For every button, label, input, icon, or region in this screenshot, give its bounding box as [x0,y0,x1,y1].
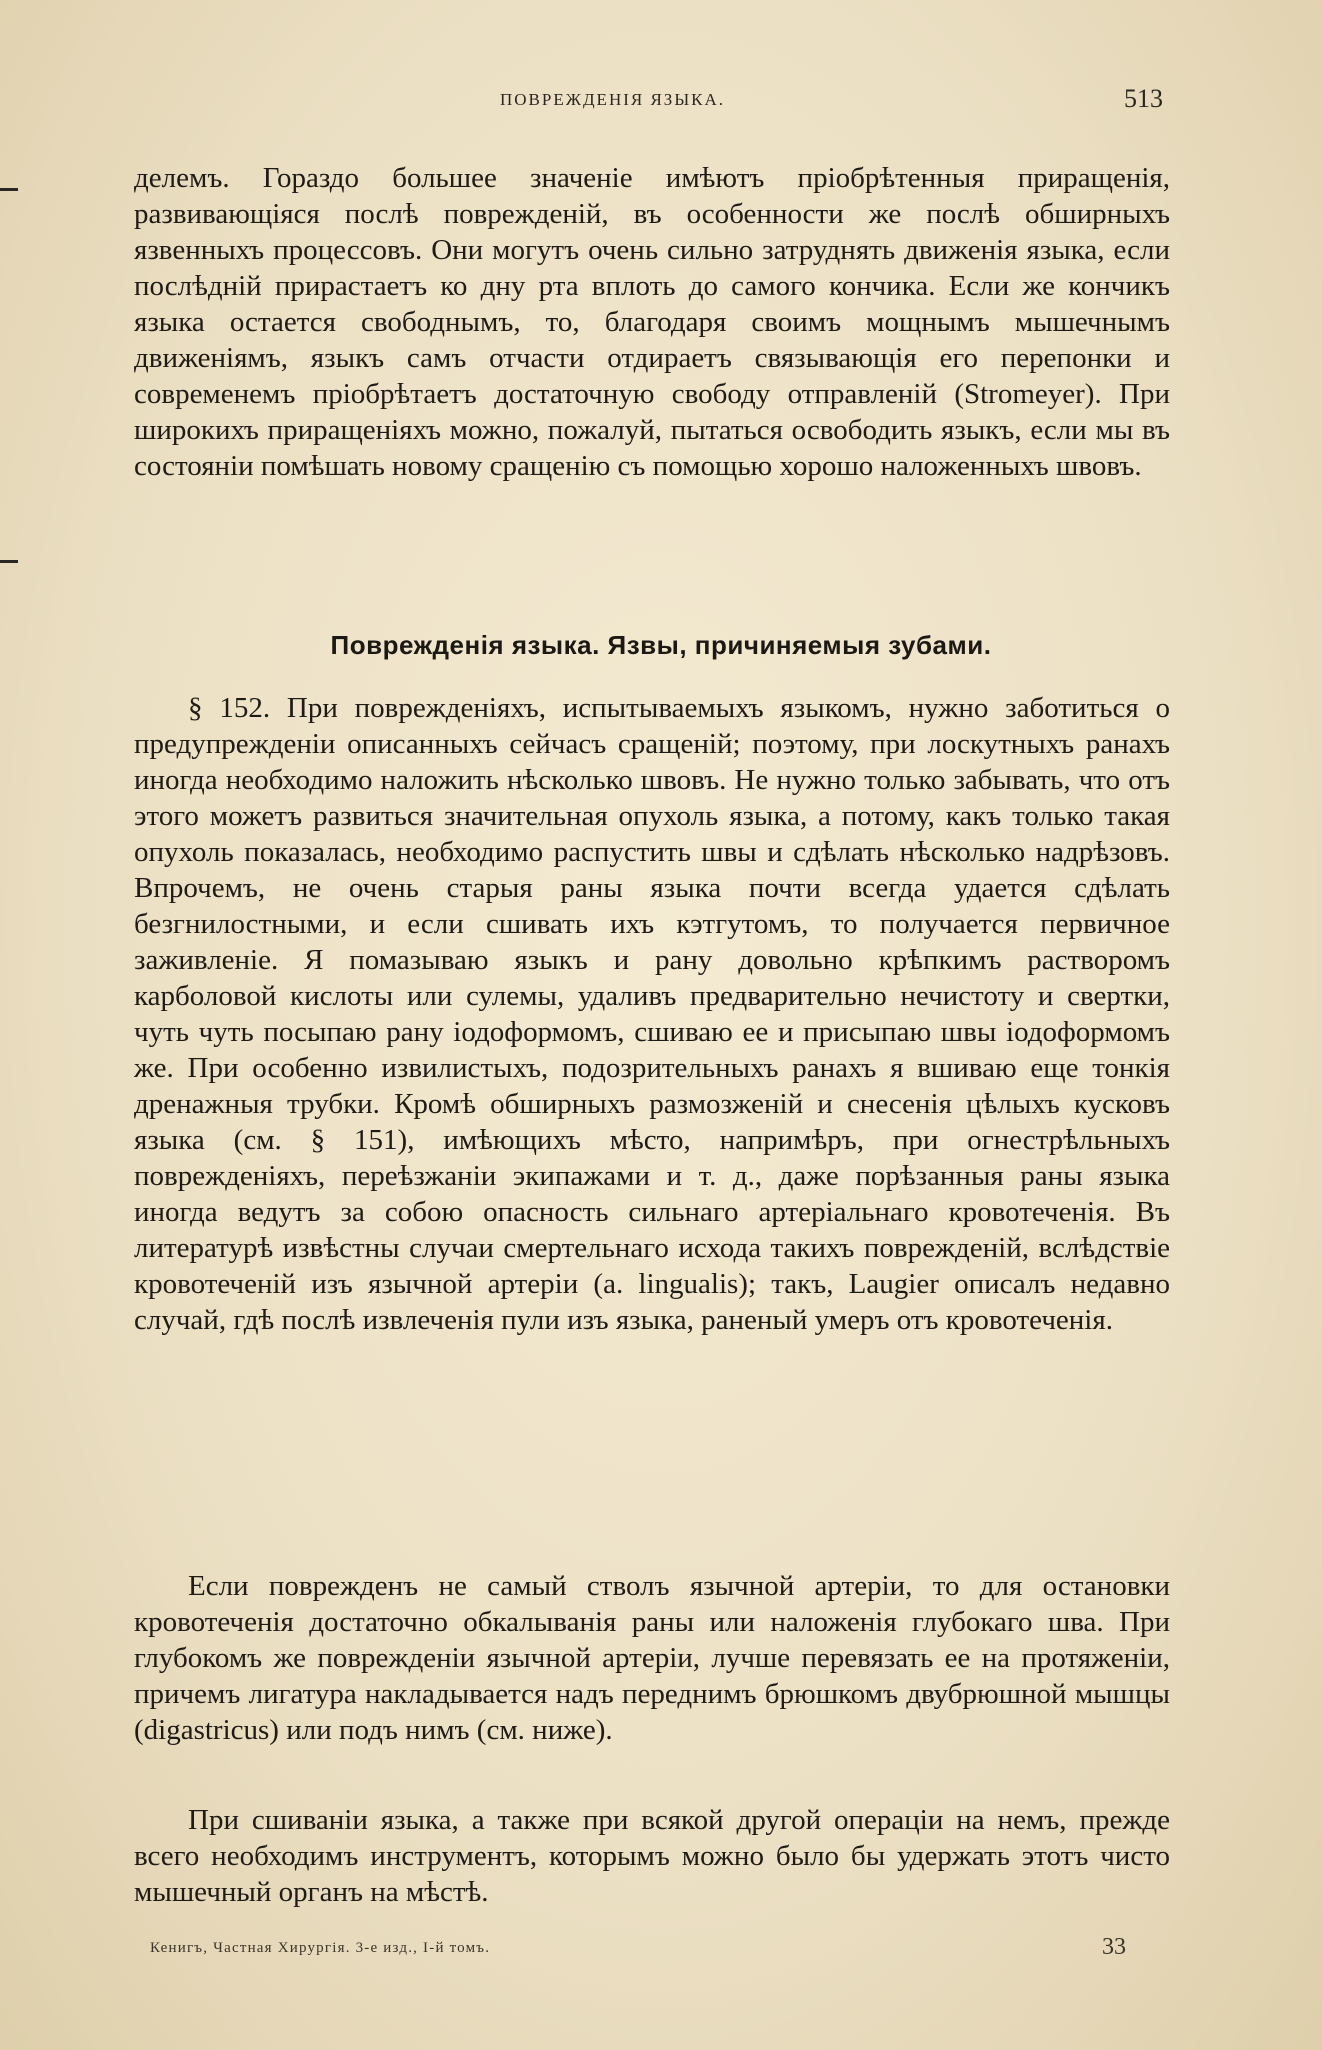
paragraph-3: Если поврежденъ не самый стволъ язычной артеріи, то для остановки кровотеченія достаточно обкалыванія раны или наложенія глубокаго шва. При глубокомъ же поврежденіи язычной артеріи, лучше перевязать ее на протяженіи, причемъ лигатура накладывается надъ переднимъ брюшкомъ двубрюшной мышцы (digastricus) или подъ нимъ (см. ниже). [134,1570,1170,1746]
paragraph-continuation [134,160,1170,484]
page-number: 513 [1124,84,1163,113]
paragraph-2: § 152. При поврежденіяхъ, испытываемыхъ языкомъ, нужно заботиться о предупрежденіи описанныхъ сейчасъ сращеній; поэтому, при лоскутныхъ ранахъ иногда необходимо наложить нѣсколько швовъ. Не нужно только забывать, что отъ этого можетъ развиться значительная опухоль языка, а потому, какъ только такая опухоль показалась, необходимо распустить швы и сдѣлать нѣсколько надрѣзовъ. Впрочемъ, не очень старыя раны языка почти всегда удается сдѣлать безгнилостными, и если сшивать ихъ кэтгутомъ, то получается первичное заживленіе. Я помазываю языкъ и рану довольно крѣпкимъ растворомъ карболовой кислоты или сулемы, удаливъ предварительно нечистоту и свертки, чуть чуть посыпаю рану іодоформомъ, сшиваю ее и присыпаю швы іодоформомъ же. При особенно извилистыхъ, подозрительныхъ ранахъ я вшиваю еще тонкія дренажныя трубки. Кромѣ обширныхъ размозженій и снесенія цѣлыхъ кусковъ языка (см. § 151), имѣющихъ мѣсто, напримѣръ, при огнестрѣльныхъ поврежденіяхъ, переѣзжаніи экипажами и т. д., даже порѣзанныя раны языка иногда ведутъ за собою опасность сильнаго артеріальнаго кровотеченія. Въ литературѣ извѣстны случаи смертельнаго исхода такихъ поврежденій, вслѣдствіе кровотеченій изъ язычной артеріи (a. lingualis); такъ, Laugier описалъ недавно случай, гдѣ послѣ извлеченія пули изъ языка, раненый умеръ отъ кровотеченія. [134,692,1170,1336]
paragraph-1: делемъ. Гораздо большее значеніе имѣютъ пріобрѣтенныя приращенія, развивающіяся послѣ поврежденій, въ особенности же послѣ обширныхъ язвенныхъ процессовъ. Они могутъ очень сильно затруднять движенія языка, если послѣдній прирастаетъ ко дну рта вплоть до самого кончика. Если же кончикъ языка остается свободнымъ, то, благодаря своимъ мощнымъ мышечнымъ движеніямъ, языкъ самъ отчасти отдираетъ связывающія его перепонки и современемъ пріобрѣтаетъ достаточную свободу отправленій (Stromeyer). При широкихъ приращеніяхъ можно, пожалуй, пытаться освободить языкъ, если мы въ состояніи помѣшать новому сращенію съ помощью хорошо наложенныхъ швовъ. [134,162,1170,482]
footer-signature: 33 [1102,1934,1126,1960]
running-title: ПОВРЕЖДЕНІЯ ЯЗЫКА. [500,90,726,109]
paragraph-section-152 [134,690,1170,1338]
section-heading: Поврежденія языка. Язвы, причиняемыя зубами. [330,630,992,660]
footer-book-reference: Кенигъ, Частная Хирургія. 3-е изд., І-й томъ. [150,1940,491,1956]
page-edge-mark [0,188,18,191]
paragraph-artery [134,1568,1170,1748]
paragraph-instrument [134,1802,1170,1910]
page-edge-mark [0,560,18,563]
paragraph-4: При сшиваніи языка, а также при всякой другой операціи на немъ, прежде всего необходимъ инструментъ, которымъ можно было бы удержать этотъ чисто мышечный органъ на мѣстѣ. [134,1804,1170,1908]
